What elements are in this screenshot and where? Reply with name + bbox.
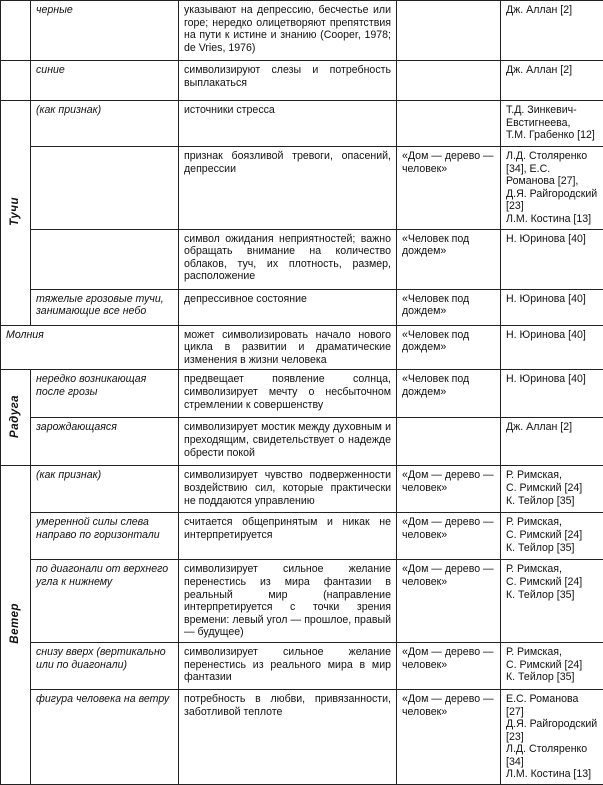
group-label-wind: Ветер bbox=[9, 603, 22, 644]
test-cell: «Человек под дождем» bbox=[397, 229, 501, 289]
meaning-cell: потребность в любви, привязанности, заботливой теплоте bbox=[179, 689, 397, 784]
source-cell bbox=[501, 466, 603, 513]
table-row bbox=[1, 513, 603, 560]
feature-cell: (как признак) bbox=[31, 466, 179, 513]
feature-cell: умеренной силы слева направо по горизонтали bbox=[31, 513, 179, 560]
meaning-cell: символизирует сильное желание перенестись из реального мира в мир фантазии bbox=[179, 642, 397, 689]
source-line: Н. Юринова [40] bbox=[506, 373, 598, 386]
feature-cell: черные bbox=[31, 1, 179, 61]
group-cell-rainbow bbox=[1, 370, 31, 466]
source-line: Л.Д. Столяренко [34], Е.С. Романова [27], Д.Я. Райгородский [23] bbox=[506, 150, 598, 213]
feature-cell: по диагонали от верхнего угла к нижнему bbox=[31, 560, 179, 643]
test-cell: «Человек под дождем» bbox=[397, 289, 501, 325]
group-cell-clouds bbox=[1, 101, 31, 326]
source-line: Н. Юринова [40] bbox=[506, 293, 598, 306]
feature-cell bbox=[31, 229, 179, 289]
table-row bbox=[1, 229, 603, 289]
group-cell-wind bbox=[1, 466, 31, 785]
test-cell bbox=[397, 101, 501, 147]
table-row bbox=[1, 289, 603, 325]
source-line: К. Тейлор [35] bbox=[506, 542, 598, 555]
source-line: Дж. Аллан [2] bbox=[506, 421, 598, 434]
group-label-rainbow: Радуга bbox=[9, 395, 22, 438]
table-row bbox=[1, 418, 603, 466]
source-cell bbox=[501, 147, 603, 230]
table-row bbox=[1, 466, 603, 513]
meaning-cell: предвещает появление солнца, символизирует мечту о несбыточном стремлении к совершенству bbox=[179, 370, 397, 418]
test-cell: «Дом — дерево — человек» bbox=[397, 689, 501, 784]
source-line: Н. Юринова [40] bbox=[506, 233, 598, 246]
source-cell bbox=[501, 642, 603, 689]
test-cell: «Дом — дерево — человек» bbox=[397, 147, 501, 230]
table-row bbox=[1, 689, 603, 784]
meaning-cell: символ ожидания неприятностей; важно обращать внимание на количество облаков, туч, их плотность, размер, расположение bbox=[179, 229, 397, 289]
feature-cell: нередко возникающая после грозы bbox=[31, 370, 179, 418]
test-cell: «Дом — дерево — человек» bbox=[397, 466, 501, 513]
group-cell-lightning bbox=[1, 325, 179, 370]
meaning-cell: может символизировать начало нового цикла в развитии и драматические изменения в жизни человека bbox=[179, 325, 397, 370]
table-row bbox=[1, 101, 603, 147]
source-line: Н. Юринова [40] bbox=[506, 329, 598, 342]
source-line: Р. Римская, bbox=[506, 469, 598, 482]
meaning-cell: символизируют слезы и потребность выплакаться bbox=[179, 61, 397, 101]
source-line: Р. Римская, bbox=[506, 516, 598, 529]
meaning-cell: символизирует чувство подверженности воздействию сил, которые практически не поддаются управлению bbox=[179, 466, 397, 513]
test-cell: «Дом — дерево — человек» bbox=[397, 513, 501, 560]
source-line: С. Римский [24] bbox=[506, 482, 598, 495]
table-row bbox=[1, 370, 603, 418]
group-label-lightning: Молния bbox=[6, 329, 44, 341]
test-cell: «Человек под дождем» bbox=[397, 370, 501, 418]
source-line: Л.М. Костина [13] bbox=[506, 768, 598, 781]
source-line: К. Тейлор [35] bbox=[506, 671, 598, 684]
table-row bbox=[1, 642, 603, 689]
source-cell bbox=[501, 229, 603, 289]
meaning-cell: считается общепринятым и никак не интерпретируется bbox=[179, 513, 397, 560]
source-line: Дж. Аллан [2] bbox=[506, 4, 598, 17]
source-cell bbox=[501, 325, 603, 370]
source-line: Т.Д. Зинкевич-Евстигнеева, bbox=[506, 104, 598, 129]
source-line: Р. Римская, bbox=[506, 563, 598, 576]
table-row bbox=[1, 560, 603, 643]
source-cell bbox=[501, 370, 603, 418]
source-cell bbox=[501, 61, 603, 101]
category-cell bbox=[1, 61, 31, 101]
source-line: С. Римский [24] bbox=[506, 659, 598, 672]
feature-cell: тяжелые грозовые тучи, занимающие все небо bbox=[31, 289, 179, 325]
group-label-clouds: Тучи bbox=[9, 197, 22, 226]
meaning-cell: депрессивное состояние bbox=[179, 289, 397, 325]
source-cell bbox=[501, 289, 603, 325]
source-line: С. Римский [24] bbox=[506, 529, 598, 542]
category-cell bbox=[1, 1, 31, 61]
source-cell bbox=[501, 560, 603, 643]
source-cell bbox=[501, 513, 603, 560]
source-cell bbox=[501, 1, 603, 61]
source-line: К. Тейлор [35] bbox=[506, 589, 598, 602]
feature-cell bbox=[31, 147, 179, 230]
feature-cell: снизу вверх (вертикально или по диагонали) bbox=[31, 642, 179, 689]
source-cell bbox=[501, 689, 603, 784]
source-cell bbox=[501, 418, 603, 466]
test-cell: «Дом — дерево — человек» bbox=[397, 642, 501, 689]
source-line: Л.Д. Столяренко [34] bbox=[506, 743, 598, 768]
source-line: Л.М. Костина [13] bbox=[506, 213, 598, 226]
source-line: Д.Я. Райгородский [23] bbox=[506, 718, 598, 743]
source-line: Дж. Аллан [2] bbox=[506, 64, 598, 77]
meaning-cell: символизирует сильное желание перенестись из мира фантазии в реальный мир (направление интерпретируется с точки зрения времени: левый угол — прошлое, правый — будущее) bbox=[179, 560, 397, 643]
table-row bbox=[1, 61, 603, 101]
source-line: Е.С. Романова [27] bbox=[506, 693, 598, 718]
meaning-cell: символизирует мостик между духовным и преходящим, свидетельствует о надежде обрести покой bbox=[179, 418, 397, 466]
table-row bbox=[1, 1, 603, 61]
source-line: К. Тейлор [35] bbox=[506, 495, 598, 508]
table-row bbox=[1, 147, 603, 230]
meaning-cell: признак боязливой тревоги, опасений, депрессии bbox=[179, 147, 397, 230]
source-line: Т.М. Грабенко [12] bbox=[506, 129, 598, 142]
test-cell bbox=[397, 1, 501, 61]
feature-cell: фигура человека на ветру bbox=[31, 689, 179, 784]
test-cell bbox=[397, 61, 501, 101]
feature-cell: синие bbox=[31, 61, 179, 101]
feature-cell: (как признак) bbox=[31, 101, 179, 147]
meaning-cell: указывают на депрессию, бесчестье или горе; нередко олицетворяют препятствия на пути к истине и знанию (Cooper, 1978; de Vries, 1976) bbox=[179, 1, 397, 61]
meaning-cell: источники стресса bbox=[179, 101, 397, 147]
test-cell: «Человек под дождем» bbox=[397, 325, 501, 370]
source-line: С. Римский [24] bbox=[506, 576, 598, 589]
table-row bbox=[1, 325, 603, 370]
feature-cell: зарождающаяся bbox=[31, 418, 179, 466]
test-cell: «Дом — дерево — человек» bbox=[397, 560, 501, 643]
source-line: Р. Римская, bbox=[506, 646, 598, 659]
source-cell bbox=[501, 101, 603, 147]
test-cell bbox=[397, 418, 501, 466]
